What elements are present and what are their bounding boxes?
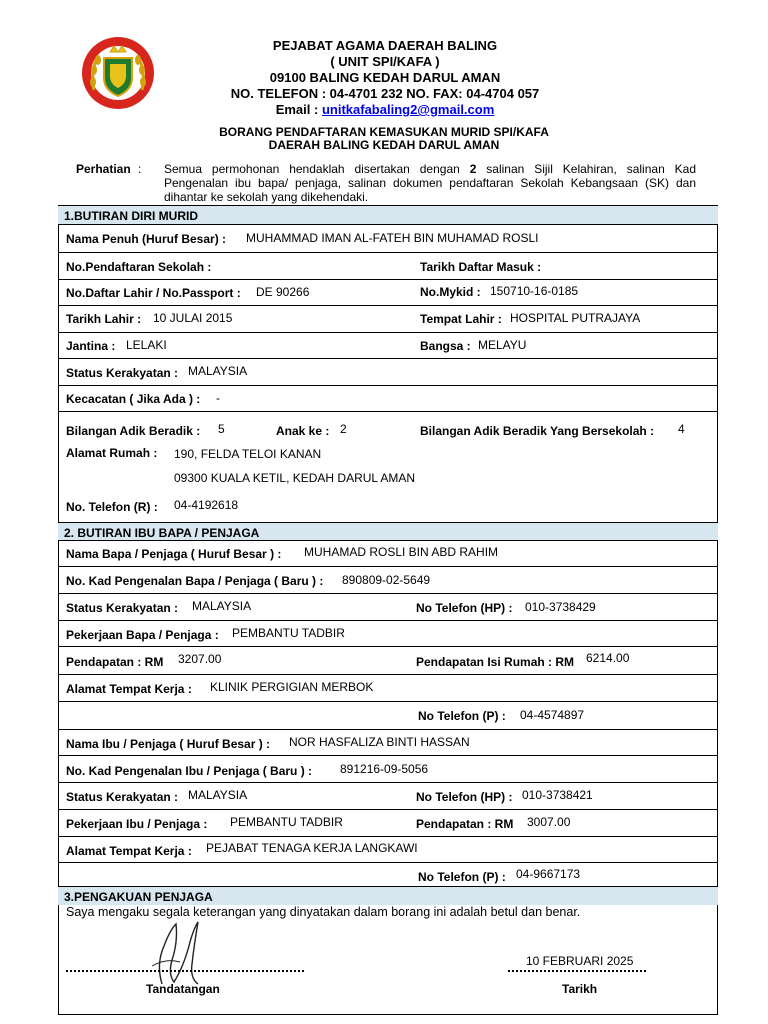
row-bapa-nama — [58, 541, 718, 567]
kedah-crest-logo — [80, 34, 156, 112]
value-ibu-kerakyatan[interactable]: MALAYSIA — [188, 788, 248, 802]
notice-text-post: salinan Sijil Kelahiran, salinan Kad Pengenalan ibu bapa/ penjaga, salinan dokumen pendaftaran Sekolah Kebangsaan (SK) dan dihantar ke sekolah yang dikehendaki. — [164, 162, 696, 204]
office-email-line — [170, 102, 600, 118]
value-adik-beradik[interactable]: 5 — [218, 422, 225, 436]
date-line — [508, 970, 646, 972]
row-lahir — [58, 306, 718, 333]
signature-line — [66, 970, 304, 972]
row-bapa-pekerjaan — [58, 621, 718, 647]
row-kecacatan — [58, 386, 718, 412]
value-mykid[interactable]: 150710-16-0185 — [490, 284, 579, 298]
section-1-header — [58, 205, 718, 225]
row-bapa-tempat-kerja — [58, 675, 718, 702]
label-adik-beradik: Bilangan Adik Beradik : — [66, 424, 201, 438]
unit-name: ( UNIT SPI/KAFA ) — [330, 54, 440, 69]
value-bapa-kp[interactable]: 890809-02-5649 — [342, 573, 431, 587]
label-bapa-kp: No. Kad Pengenalan Bapa / Penjaga ( Baru ) : — [66, 574, 324, 588]
label-jantina: Jantina : — [66, 339, 116, 353]
form-title-line1: BORANG PENDAFTARAN KEMASUKAN MURID SPI/KAFA — [219, 125, 549, 139]
row-ibu-tempat-kerja — [58, 837, 718, 863]
value-bersekolah[interactable]: 4 — [678, 422, 685, 436]
label-ibu-pekerjaan: Pekerjaan Ibu / Penjaga : — [66, 817, 208, 831]
label-bapa-hp: No Telefon (HP) : — [416, 601, 513, 615]
value-ibu-nama[interactable]: NOR HASFALIZA BINTI HASSAN — [289, 735, 470, 749]
label-ibu-tempat-kerja: Alamat Tempat Kerja : — [66, 844, 192, 858]
section-3-header — [58, 886, 718, 905]
value-bapa-hp[interactable]: 010-3738429 — [525, 600, 596, 614]
label-tempat-lahir: Tempat Lahir : — [420, 312, 502, 326]
row-kerakyatan — [58, 359, 718, 386]
label-ibu-kerakyatan: Status Kerakyatan : — [66, 790, 179, 804]
label-tarikh-lahir: Tarikh Lahir : — [66, 312, 142, 326]
form-title — [0, 126, 768, 152]
row-telefon-r — [58, 490, 718, 522]
row-bapa-telefon-p — [58, 702, 718, 730]
office-address: 09100 BALING KEDAH DARUL AMAN — [269, 70, 501, 85]
label-ibu-kp: No. Kad Pengenalan Ibu / Penjaga ( Baru ) : — [66, 764, 313, 778]
signature-scribble — [140, 912, 220, 992]
value-ibu-pekerjaan[interactable]: PEMBANTU TADBIR — [230, 815, 343, 829]
value-alamat-line2[interactable]: 09300 KUALA KETIL, KEDAH DARUL AMAN — [174, 471, 415, 485]
row-bapa-kp — [58, 567, 718, 594]
notice-text-pre: Semua permohonan hendaklah disertakan dengan — [164, 162, 470, 176]
label-kecacatan: Kecacatan ( Jika Ada ) : — [66, 392, 201, 406]
value-bapa-pekerjaan[interactable]: PEMBANTU TADBIR — [232, 626, 345, 640]
notice-text-bold: 2 — [469, 162, 477, 176]
section-2-title: 2. BUTIRAN IBU BAPA / PENJAGA — [64, 526, 260, 540]
value-ibu-tempat-kerja[interactable]: PEJABAT TENAGA KERJA LANGKAWI — [206, 841, 418, 855]
value-ibu-kp[interactable]: 891216-09-5056 — [340, 762, 429, 776]
value-ibu-pendapatan[interactable]: 3007.00 — [527, 815, 571, 829]
value-bapa-tempat-kerja[interactable]: KLINIK PERGIGIAN MERBOK — [210, 680, 374, 694]
label-bapa-nama: Nama Bapa / Penjaga ( Huruf Besar ) : — [66, 547, 282, 561]
label-bersekolah: Bilangan Adik Beradik Yang Bersekolah : — [420, 424, 655, 438]
value-bapa-nama[interactable]: MUHAMAD ROSLI BIN ABD RAHIM — [304, 545, 499, 559]
row-ibu-nama — [58, 730, 718, 756]
value-bangsa[interactable]: MELAYU — [478, 338, 527, 352]
row-daftar-lahir — [58, 280, 718, 306]
value-tarikh-lahir[interactable]: 10 JULAI 2015 — [153, 311, 233, 325]
label-telefon-r: No. Telefon (R) : — [66, 500, 158, 514]
value-ibu-hp[interactable]: 010-3738421 — [522, 788, 593, 802]
row-jantina-bangsa — [58, 333, 718, 359]
letterhead — [0, 0, 768, 120]
label-kerakyatan: Status Kerakyatan : — [66, 366, 179, 380]
value-isi-rumah[interactable]: 6214.00 — [586, 651, 630, 665]
value-bapa-kerakyatan[interactable]: MALAYSIA — [192, 599, 252, 613]
row-ibu-kerakyatan — [58, 783, 718, 810]
label-no-pendaftaran: No.Pendaftaran Sekolah : — [66, 260, 212, 274]
value-jantina[interactable]: LELAKI — [126, 338, 167, 352]
office-phone-fax: NO. TELEFON : 04-4701 232 NO. FAX: 04-4704 057 — [230, 86, 540, 101]
label-bapa-kerakyatan: Status Kerakyatan : — [66, 601, 179, 615]
label-ibu-hp: No Telefon (HP) : — [416, 790, 513, 804]
value-ibu-telefon-p[interactable]: 04-9667173 — [516, 867, 581, 881]
row-ibu-telefon-p — [58, 863, 718, 887]
row-bapa-pendapatan — [58, 647, 718, 675]
notice-label: Perhatian — [76, 162, 131, 176]
form-title-line2: DAERAH BALING KEDAH DARUL AMAN — [268, 138, 500, 152]
label-bapa-telefon-p: No Telefon (P) : — [418, 709, 506, 723]
label-daftar-lahir: No.Daftar Lahir / No.Passport : — [66, 286, 241, 300]
label-alamat-rumah: Alamat Rumah : — [66, 446, 158, 460]
notice-text — [164, 162, 696, 204]
row-ibu-kp — [58, 756, 718, 783]
label-anak-ke: Anak ke : — [276, 424, 330, 438]
value-telefon-r[interactable]: 04-4192618 — [174, 498, 239, 512]
value-anak-ke[interactable]: 2 — [340, 422, 347, 436]
section-3-title: 3.PENGAKUAN PENJAGA — [64, 890, 213, 904]
label-tarikh-daftar: Tarikh Daftar Masuk : — [420, 260, 542, 274]
email-link[interactable]: unitkafabaling2@gmail.com — [321, 102, 495, 117]
label-nama-penuh: Nama Penuh (Huruf Besar) : — [66, 232, 227, 246]
value-nama-penuh[interactable]: MUHAMMAD IMAN AL-FATEH BIN MUHAMAD ROSLI — [246, 231, 539, 245]
tarikh-value[interactable]: 10 FEBRUARI 2025 — [526, 954, 634, 968]
label-bapa-pekerjaan: Pekerjaan Bapa / Penjaga : — [66, 628, 219, 642]
label-ibu-nama: Nama Ibu / Penjaga ( Huruf Besar ) : — [66, 737, 271, 751]
tarikh-label: Tarikh — [562, 982, 598, 996]
value-kecacatan[interactable]: - — [216, 391, 220, 405]
row-ibu-pekerjaan — [58, 810, 718, 837]
label-ibu-telefon-p: No Telefon (P) : — [418, 870, 506, 884]
value-bapa-telefon-p[interactable]: 04-4574897 — [520, 708, 585, 722]
declaration-text: Saya mengaku segala keterangan yang dinyatakan dalam borang ini adalah betul dan benar. — [66, 905, 581, 919]
label-bapa-tempat-kerja: Alamat Tempat Kerja : — [66, 682, 192, 696]
tandatangan-label: Tandatangan — [146, 982, 220, 996]
value-alamat-line1[interactable]: 190, FELDA TELOI KANAN — [174, 447, 322, 461]
label-bapa-pendapatan: Pendapatan : RM — [66, 655, 164, 669]
value-kerakyatan[interactable]: MALAYSIA — [188, 364, 248, 378]
row-alamat — [58, 442, 718, 490]
value-bapa-pendapatan[interactable]: 3207.00 — [178, 652, 222, 666]
notice-colon: : — [138, 162, 142, 176]
row-bapa-kerakyatan — [58, 594, 718, 621]
row-pendaftaran — [58, 253, 718, 280]
label-bangsa: Bangsa : — [420, 339, 471, 353]
section-1-title: 1.BUTIRAN DIRI MURID — [64, 209, 198, 223]
label-ibu-pendapatan: Pendapatan : RM — [416, 817, 514, 831]
office-name: PEJABAT AGAMA DAERAH BALING — [272, 38, 498, 53]
section-2-header — [58, 522, 718, 541]
row-nama-penuh — [58, 225, 718, 253]
value-daftar-lahir[interactable]: DE 90266 — [256, 285, 310, 299]
label-isi-rumah: Pendapatan Isi Rumah : RM — [416, 655, 575, 669]
row-adik-beradik — [58, 412, 718, 442]
label-mykid: No.Mykid : — [420, 285, 481, 299]
email-label: Email : — [275, 102, 322, 117]
value-tempat-lahir[interactable]: HOSPITAL PUTRAJAYA — [510, 311, 641, 325]
